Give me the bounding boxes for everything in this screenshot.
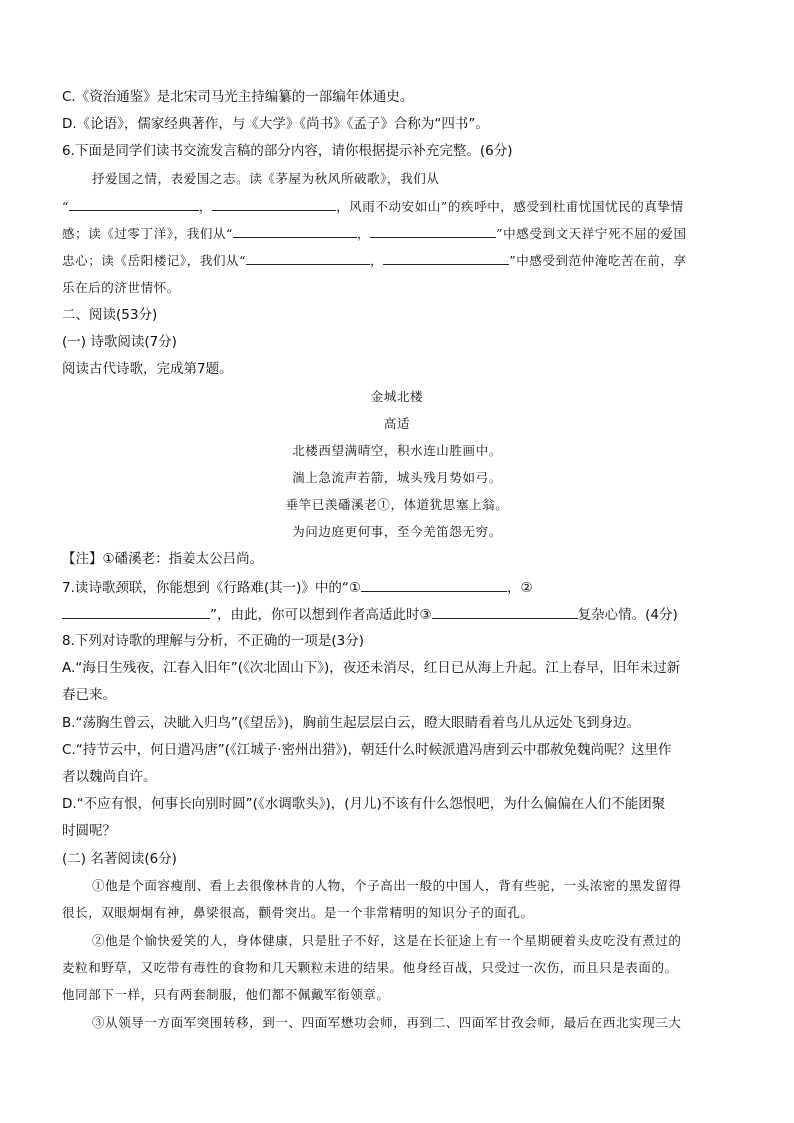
- poem-line: 垂竿已羡磻溪老①，体道犹思塞上翁。: [285, 497, 509, 512]
- q8-option-b: B.“荡胸生曾云，决眦入归鸟”(《望岳》)，胸前生起层层白云，瞪大眼睛看着鸟儿从远处飞到身边。: [62, 715, 641, 731]
- question-6-title: 6.下面是同学们读书交流发言稿的部分内容，请你根据提示补充完整。(6分): [62, 143, 513, 159]
- q6-line-1: 抒爱国之情，表爱国之志。读《茅屋为秋风所破歌》，我们从: [92, 171, 440, 186]
- poem-line: 湍上急流声若箭，城头残月势如弓。: [292, 470, 502, 485]
- reading-paragraph-2-cont: 他同部下一样，只有两套制服，他们都不佩戴军衔领章。: [62, 987, 390, 1002]
- reading-paragraph-1: ①他是个面容瘦削、看上去很像林肯的人物，个子高出一般的中国人，背有些驼，一头浓密的黑发留得: [92, 878, 682, 893]
- subsection-poetry: (一) 诗歌阅读(7分): [62, 334, 177, 350]
- q6-line-2: [62, 196, 684, 217]
- reading-paragraph-1-cont: 很长，双眼炯炯有神，鼻梁很高，颧骨突出。是一个非常精明的知识分子的面孔。: [62, 905, 534, 920]
- q6-l2-open: “: [62, 199, 69, 214]
- q8-option-c-cont: 者以魏尚自许。: [62, 769, 157, 785]
- q6-l3-comma: ，: [357, 226, 371, 241]
- q7-a-end: ，②: [507, 580, 533, 596]
- reading-paragraph-3: ③从领导一方面军突围转移，到一、四面军懋功会师，再到二、四面军甘孜会师，最后在西北实现三大: [92, 1015, 682, 1030]
- q7-line-1: [62, 577, 533, 598]
- option-c: C.《资治通鉴》是北宋司马光主持编纂的一部编年体通史。: [62, 89, 414, 105]
- poem-title: 金城北楼: [370, 389, 424, 404]
- answer-blank[interactable]: [233, 223, 357, 238]
- q8-option-d: D.“不应有恨，何事长向别时圆”(《水调歌头》)，(月儿)不该有什么怨恨吧，为什么偏偏在人们不能团聚: [62, 796, 666, 812]
- q7-a: 7.读诗歌颈联，你能想到《行路难(其一)》中的“①: [62, 580, 362, 596]
- q6-line-4: [62, 250, 687, 271]
- q7-b-end: 复杂心情。(4分): [577, 607, 678, 623]
- answer-blank[interactable]: [246, 250, 370, 265]
- q6-l4-rest: ”中感受到范仲淹吃苦在前，享: [509, 253, 687, 268]
- answer-blank[interactable]: [69, 196, 199, 211]
- answer-blank[interactable]: [361, 577, 507, 592]
- q6-l2-rest: ，风雨不动安如山”的疾呼中，感受到杜甫忧国忧民的真挚情: [336, 199, 684, 214]
- q7-b-rest: ”，由此，你可以想到作者高适此时③: [210, 607, 432, 623]
- option-d: D.《论语》，儒家经典著作，与《大学》《尚书》《孟子》合称为“四书”。: [62, 116, 489, 132]
- q6-l4-comma: ，: [370, 253, 384, 268]
- q8-option-a: A.“海日生残夜，江春入旧年”(《次北固山下》)，夜还未消尽，红日已从海上升起。江上春早，旧年未过新: [62, 660, 681, 676]
- reading-paragraph-2: ②他是个愉快爱笑的人，身体健康，只是肚子不好，这是在长征途上有一个星期硬着头皮吃没有煮过的: [92, 933, 682, 948]
- q8-option-a-cont: 春已来。: [62, 687, 116, 703]
- section-2-heading: 二、阅读(53分): [62, 307, 158, 323]
- answer-blank[interactable]: [370, 223, 496, 238]
- q6-l3-a: 感；读《过零丁洋》，我们从“: [62, 226, 234, 241]
- q6-line-5: 乐在后的济世情怀。: [62, 280, 180, 295]
- question-8-title: 8.下列对诗歌的理解与分析，不正确的一项是(3分): [62, 633, 365, 649]
- poem-line: 北楼西望满晴空，积水连山胜画中。: [292, 443, 502, 458]
- answer-blank[interactable]: [62, 604, 210, 619]
- answer-blank[interactable]: [432, 604, 578, 619]
- q6-l3-rest: ”中感受到文天祥宁死不屈的爱国: [496, 226, 687, 241]
- q6-l2-comma: ，: [199, 199, 213, 214]
- q6-l4-a: 忠心；读《岳阳楼记》，我们从“: [62, 253, 247, 268]
- subsection-classics: (二) 名著阅读(6分): [62, 851, 177, 867]
- answer-blank[interactable]: [212, 196, 336, 211]
- poem-note: 【注】①磻溪老：指姜太公吕尚。: [62, 551, 264, 567]
- answer-blank[interactable]: [383, 250, 509, 265]
- poem-author: 高适: [383, 416, 411, 431]
- q8-option-c: C.“持节云中，何日遣冯唐”(《江城子·密州出猎》)，朝廷什么时候派遣冯唐到云中郡赦免魏尚呢？这里作: [62, 742, 672, 758]
- poem-line: 为问边庭更何事，至今羌笛怨无穷。: [292, 524, 502, 539]
- poetry-intro: 阅读古代诗歌，完成第7题。: [62, 361, 233, 377]
- q7-line-2: [62, 604, 678, 625]
- q6-line-3: [62, 223, 687, 244]
- q8-option-d-cont: 时圆呢？: [62, 823, 116, 839]
- reading-paragraph-2-cont: 麦粒和野草，又吃带有毒性的食物和几天颗粒未进的结果。他身经百战，只受过一次伤，而且只是表面的。: [62, 960, 678, 975]
